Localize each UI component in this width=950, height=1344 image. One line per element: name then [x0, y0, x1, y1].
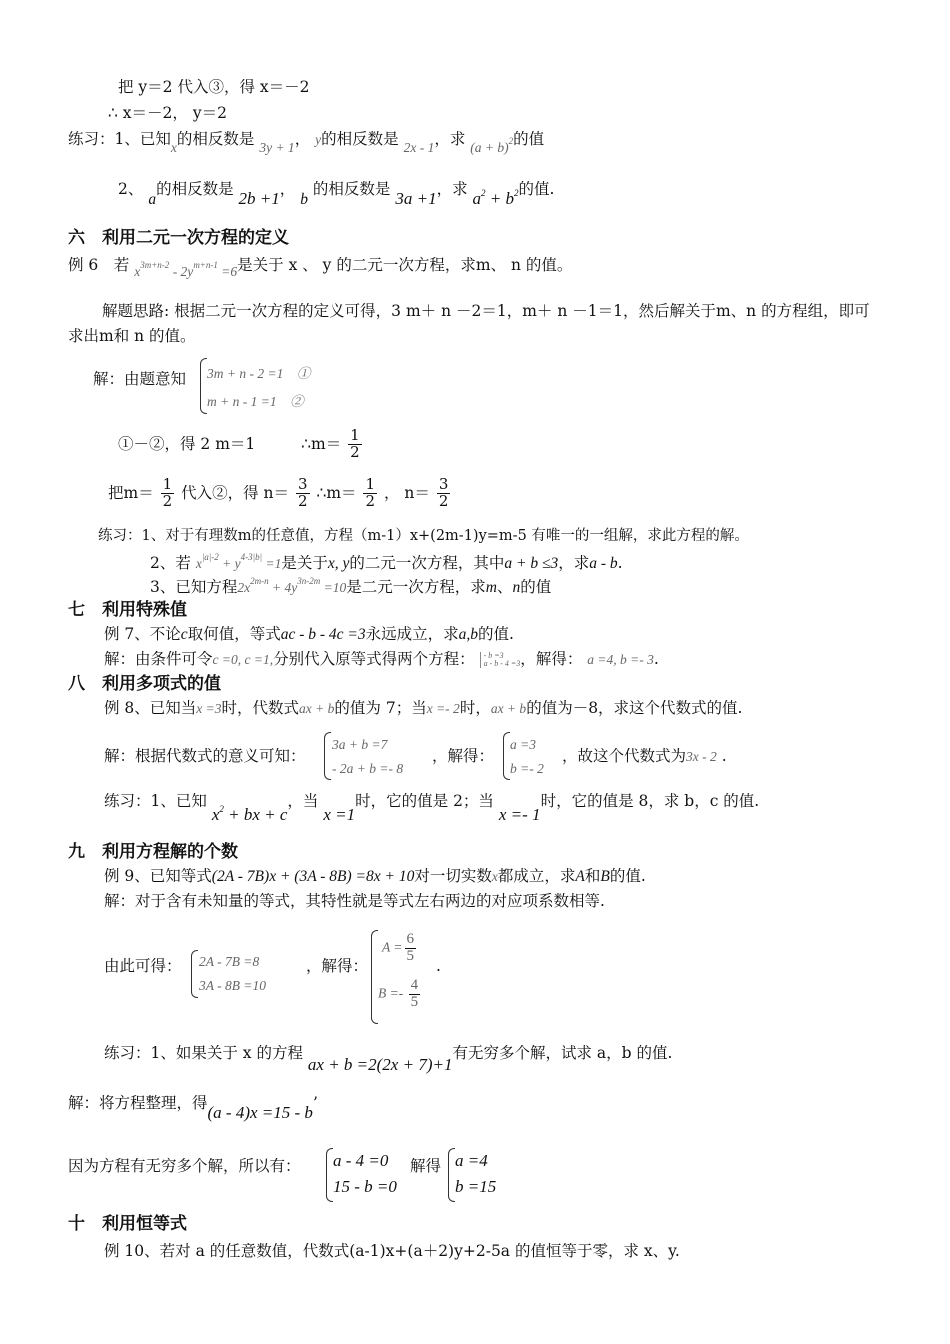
- system-brace: [448, 1148, 455, 1202]
- example-line: 例 9、已知等式(2A - 7B)x + (3A - 8B) =8x + 10对一切实数x都成立，求A和B的值.: [104, 867, 646, 885]
- exercise-line: 练习：1、已知x的相反数是 3y + 1， y的相反数是 2x - 1，求 $(a + b)^2$的值: [68, 130, 545, 155]
- solution-label: 解：根据代数式的意义可知：: [104, 747, 306, 765]
- equation-value: A = $\frac{6}{5}$: [382, 931, 414, 964]
- system-brace: [371, 930, 378, 1024]
- system-brace: [326, 1148, 333, 1202]
- section-heading: 七 利用特殊值: [68, 600, 187, 620]
- solution-label: ，解得：: [432, 747, 495, 765]
- system-brace: [191, 950, 198, 998]
- solution-label: 由此可得：: [104, 957, 182, 975]
- exercise-line: 2、 a的相反数是 2b +1， b 的相反数是 3a +1，求 $a^2 + b^2$的值.: [118, 180, 555, 208]
- solution-line: 解：对于含有未知量的等式，其特性就是等式左右两边的对应项系数相等.: [104, 892, 605, 910]
- equation-system: 3m + n - 2 =1 ① m + n - 1 =1 ②: [207, 366, 311, 409]
- example-line: 例 6 若 $x^{3m+n-2} - 2y^{m+n-1} =6$是关于 x 、 y 的二元一次方程，求m、 n 的值。: [68, 256, 573, 279]
- paragraph-text: 解题思路: 根据二元一次方程的定义可得，3 m＋ n －2＝1，m＋ n －1＝1，然后解关于m、n 的方程组，即可: [102, 302, 870, 320]
- example-line: 例 8、已知当x =3时，代数式ax + b的值为 7；当x =- 2时，ax + b的值为－8，求这个代数式的值.: [104, 699, 743, 717]
- system-brace: [324, 732, 331, 780]
- solution-label: ，解得：: [306, 957, 369, 975]
- solution-label: 解得: [410, 1157, 442, 1175]
- paragraph-text: 求出m和 n 的值。: [68, 327, 196, 345]
- system-brace: [503, 732, 510, 780]
- equation-system: 3a + b =7 - 2a + b =- 8: [332, 737, 404, 776]
- solution-label: 解：由题意知: [93, 370, 187, 388]
- solution-line: 把m＝ $\frac{1}{2}$ 代入②，得 n＝ $\frac{3}{2}$ ∴m＝ $\frac{1}{2}$ ， n＝ $\frac{3}{2}$: [108, 475, 449, 510]
- example-line: 例 10、若对 a 的任意数值，代数式(a-1)x+(a＋2)y+2-5a 的值恒等于零，求 x、y.: [104, 1242, 680, 1260]
- section-heading: 九 利用方程解的个数: [68, 842, 238, 862]
- solution-line: 解：由条件可令c =0, c =1,分别代入原等式得两个方程： - b =3 a - b - 4 =3，解得： a =4, b =- 3.: [104, 650, 659, 668]
- equation-value: B =- $\frac{4}{5}$: [378, 977, 419, 1010]
- exercise-line: 3、已知方程$2x^{2m-n} + 4y^{3n-2m} =10$是二元一次方程，求m、n的值: [150, 576, 552, 596]
- equation-system: a =3 b =- 2: [510, 737, 544, 776]
- section-heading: 十 利用恒等式: [68, 1214, 187, 1234]
- example-line: 例 7、不论c取何值，等式ac - b - 4c =3永远成立，求a,b的值.: [104, 625, 514, 643]
- equation-system: 2A - 7B =8 3A - 8B =10: [199, 954, 266, 993]
- exercise-line: 练习：1、对于有理数m的任意值，方程（m-1）x+(2m-1)y=m-5 有唯一的一组解，求此方程的解。: [98, 528, 749, 544]
- solution-line: ，故这个代数式为3x - 2 .: [562, 747, 727, 765]
- section-heading: 八 利用多项式的值: [68, 674, 221, 694]
- solution-result: ∴ x＝－2， y＝2: [108, 104, 227, 122]
- solution-line: 把 y＝2 代入③，得 x＝－2: [118, 78, 310, 96]
- solution-label: 因为方程有无穷多个解，所以有：: [68, 1157, 301, 1175]
- system-brace: [200, 358, 207, 414]
- section-heading: 六 利用二元一次方程的定义: [68, 228, 289, 248]
- exercise-line: 练习：1、已知 $x^2$ + bx + c，当 x =1时，它的值是 2；当 x =- 1时，它的值是 8，求 b，c 的值.: [104, 792, 760, 824]
- equation-system: a - 4 =0 15 - b =0: [333, 1151, 397, 1196]
- exercise-line: 2、若 $x^{|a|-2} + y^{4-3|b|} =1$是关于x, y的二元一次方程，其中a + b ≤3，求a - b.: [150, 552, 623, 572]
- solution-line: 解：将方程整理，得(a - 4)x =15 - b’: [68, 1094, 318, 1122]
- solution-line: ①－②，得 2 m＝1 ∴m＝ $\frac{1}{2}$: [118, 426, 360, 461]
- punctuation: .: [436, 957, 441, 975]
- equation-system: a =4 b =15: [455, 1151, 497, 1196]
- exercise-line: 练习：1、如果关于 x 的方程 ax + b =2(2x + 7)+1有无穷多个解，试求 a，b 的值.: [104, 1044, 673, 1074]
